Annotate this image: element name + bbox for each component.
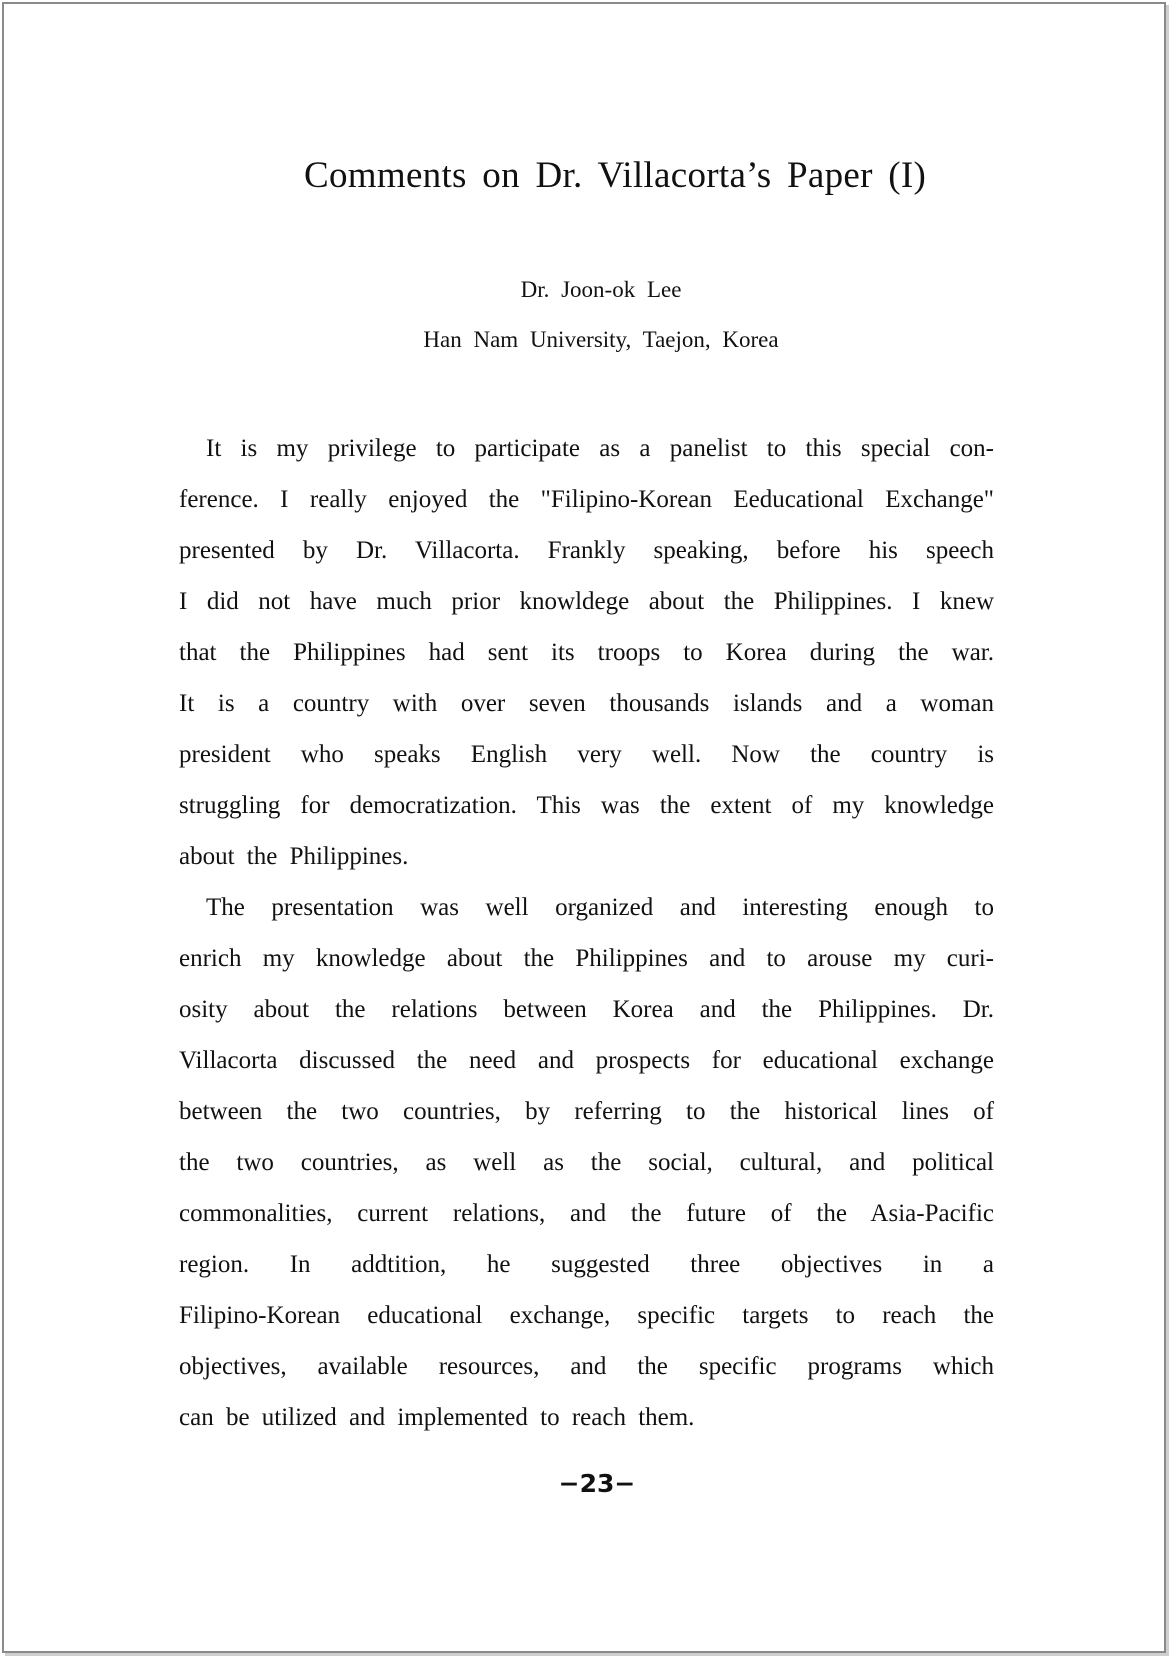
text-line: about the Philippines.: [179, 843, 409, 870]
text-line: I did not have much prior knowldege about the Philippines. I knew: [179, 588, 994, 615]
text-line: struggling for democratization. This was the extent of my knowledge: [179, 792, 994, 819]
document-title: Comments on Dr. Villacorta’s Paper (I): [304, 155, 927, 196]
author-affiliation: Han Nam University, Taejon, Korea: [423, 327, 779, 352]
text-line: It is my privilege to participate as a panelist to this special con-: [206, 435, 994, 462]
text-line: Villacorta discussed the need and prospects for educational exchange: [179, 1047, 994, 1074]
text-line: between the two countries, by referring to the historical lines of: [179, 1098, 994, 1125]
body-text: [179, 423, 994, 1443]
text-line: presented by Dr. Villacorta. Frankly speaking, before his speech: [179, 537, 994, 564]
text-line: The presentation was well organized and interesting enough to: [206, 894, 994, 921]
text-line: objectives, available resources, and the specific programs which: [179, 1353, 994, 1380]
paragraph-2: [179, 882, 994, 1443]
text-line: can be utilized and implemented to reach them.: [179, 1404, 695, 1431]
page: [2, 2, 1166, 1653]
text-line: enrich my knowledge about the Philippines and to arouse my curi-: [179, 945, 994, 972]
author-name: Dr. Joon-ok Lee: [520, 277, 682, 302]
page-number: −23−: [558, 1469, 636, 1498]
text-line: the two countries, as well as the social, cultural, and political: [179, 1149, 994, 1176]
text-line: that the Philippines had sent its troops to Korea during the war.: [179, 639, 994, 666]
text-line: osity about the relations between Korea and the Philippines. Dr.: [179, 996, 994, 1023]
text-line: commonalities, current relations, and the future of the Asia-Pacific: [179, 1200, 994, 1227]
text-line: It is a country with over seven thousands islands and a woman: [179, 690, 994, 717]
text-line: president who speaks English very well. Now the country is: [179, 741, 994, 768]
paragraph-1: [179, 423, 994, 882]
text-line: ference. I really enjoyed the "Filipino-Korean Eeducational Exchange": [179, 486, 994, 513]
text-line: region. In addtition, he suggested three objectives in a: [179, 1251, 994, 1278]
text-line: Filipino-Korean educational exchange, specific targets to reach the: [179, 1302, 994, 1329]
